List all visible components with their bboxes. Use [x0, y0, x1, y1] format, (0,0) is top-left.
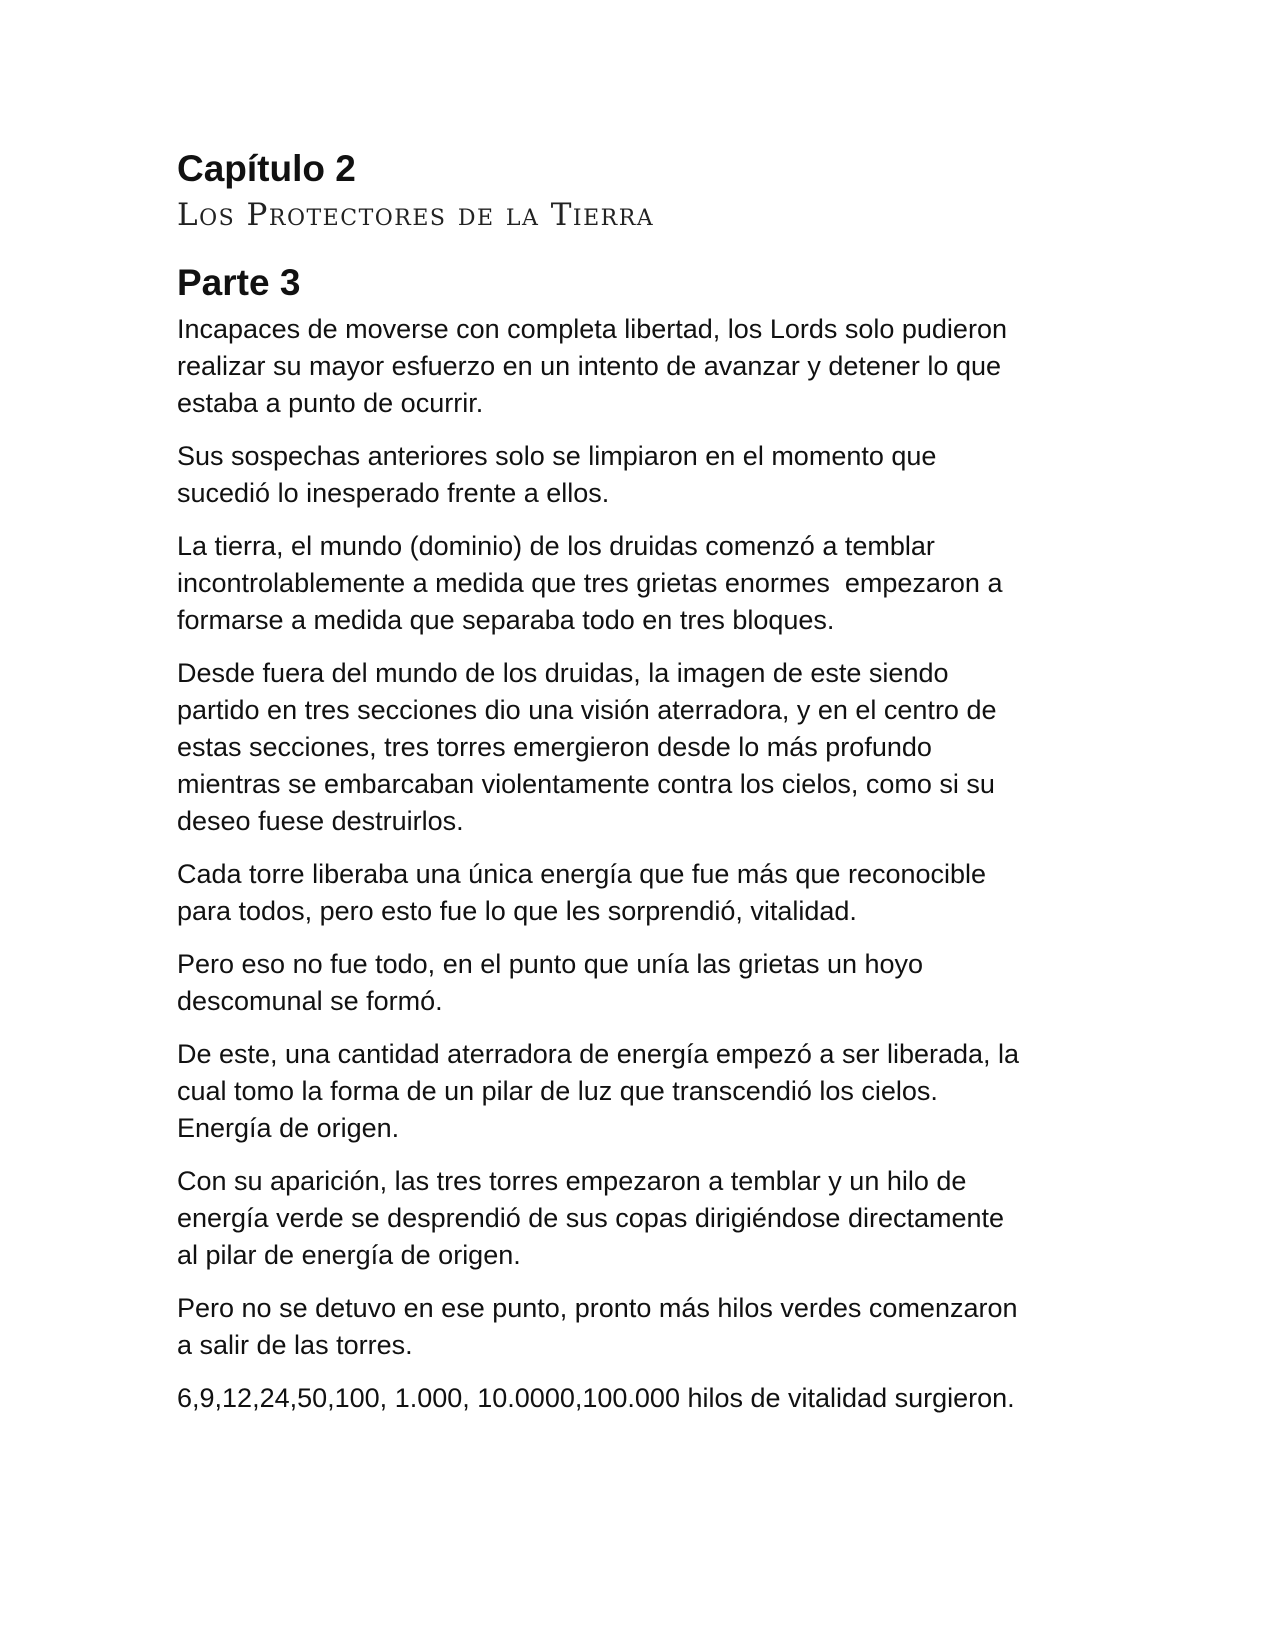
paragraph: Pero eso no fue todo, en el punto que unía las grietas un hoyo descomunal se formó. — [177, 949, 924, 1016]
paragraph: Cada torre liberaba una única energía que fue más que reconocible para todos, pero esto fue lo que les sorprendió, vitalidad. — [177, 859, 987, 926]
paragraph: Sus sospechas anteriores solo se limpiaron en el momento que sucedió lo inesperado frente a ellos. — [177, 441, 937, 508]
paragraph: Desde fuera del mundo de los druidas, la imagen de este siendo partido en tres secciones dio una visión aterradora, y en el centro de estas secciones, tres torres emergieron desde lo más profundo mientras se embarcaban violentamente contra los cielos, como si su deseo fuese destruirlos. — [177, 658, 997, 836]
chapter-title: Capítulo 2 — [177, 148, 356, 189]
paragraph: La tierra, el mundo (dominio) de los druidas comenzó a temblar incontrolablemente a medida que tres grietas enormes empezaron a formarse a medida que separaba todo en tres bloques. — [177, 531, 1003, 635]
paragraph: De este, una cantidad aterradora de energía empezó a ser liberada, la cual tomo la forma de un pilar de luz que transcendió los cielos. Energía de origen. — [177, 1039, 1020, 1143]
paragraph: Con su aparición, las tres torres empezaron a temblar y un hilo de energía verde se desprendió de sus copas dirigiéndose directamente al pilar de energía de origen. — [177, 1166, 1005, 1270]
paragraph: Pero no se detuvo en ese punto, pronto más hilos verdes comenzaron a salir de las torres. — [177, 1293, 1018, 1360]
chapter-body — [177, 311, 1097, 1417]
chapter-subtitle: Los Protectores de la Tierra — [177, 197, 655, 233]
part-title: Parte 3 — [177, 262, 301, 303]
document-page — [177, 145, 1097, 1433]
paragraph: Incapaces de moverse con completa libertad, los Lords solo pudieron realizar su mayor esfuerzo en un intento de avanzar y detener lo que estaba a punto de ocurrir. — [177, 314, 1007, 418]
paragraph: 6,9,12,24,50,100, 1.000, 10.0000,100.000 hilos de vitalidad surgieron. — [177, 1383, 1015, 1413]
